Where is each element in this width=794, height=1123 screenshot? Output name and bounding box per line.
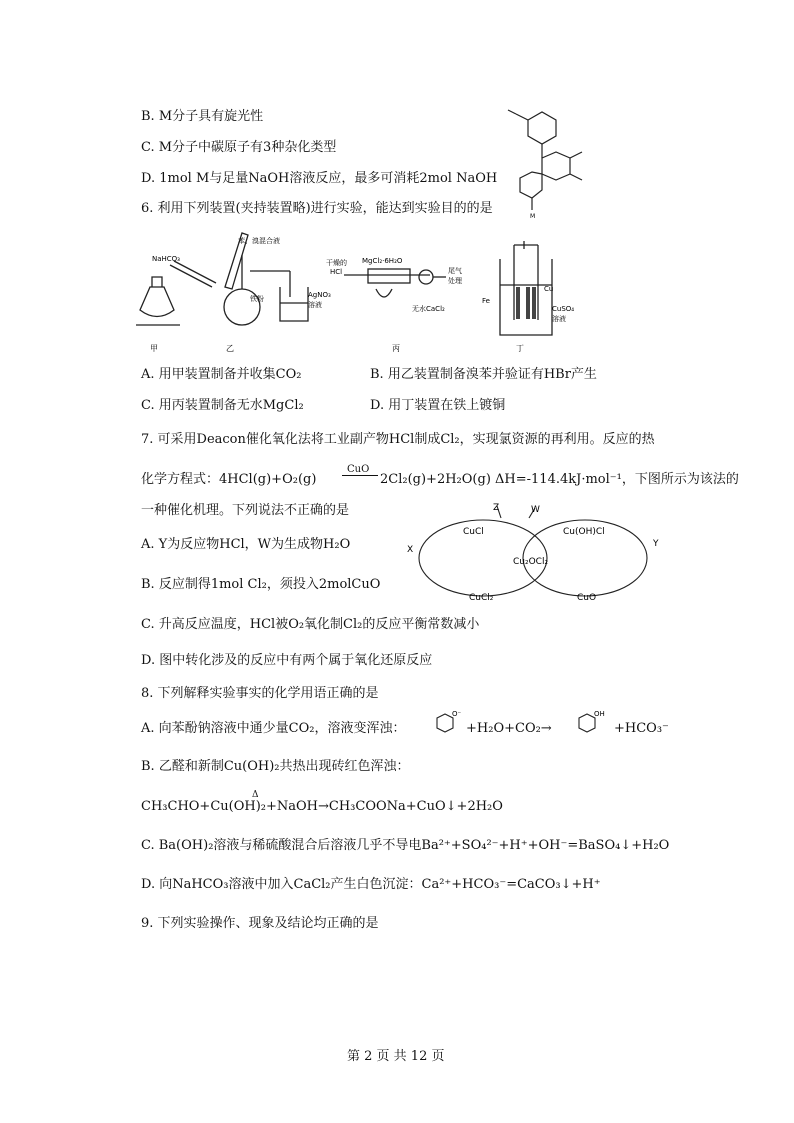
q8-option-b-heat: Δ xyxy=(252,790,259,800)
phenol-structure xyxy=(570,708,608,740)
page-number: 第 2 页 共 12 页 xyxy=(347,1049,445,1064)
svg-text:Y: Y xyxy=(653,539,659,549)
svg-text:CuSO₄: CuSO₄ xyxy=(552,305,575,313)
q6-option-c: C. 用丙装置制备无水MgCl₂ xyxy=(141,398,304,413)
q6-option-a: A. 用甲装置制备并收集CO₂ xyxy=(141,367,302,382)
q7-equation-prefix: 化学方程式：4HCl(g)+O₂(g) xyxy=(141,472,317,487)
q6-option-d: D. 用丁装置在铁上镀铜 xyxy=(370,398,506,413)
q6-apparatus-figure xyxy=(130,225,575,355)
q7-equation-suffix: 2Cl₂(g)+2H₂O(g) ΔH=-114.4kJ·mol⁻¹，下图所示为该法的 xyxy=(380,472,739,487)
label-ding: 丁 xyxy=(516,344,524,353)
q7-option-b: B. 反应制得1mol Cl₂，须投入2molCuO xyxy=(141,577,381,592)
q7-option-a: A. Y为反应物HCl，W为生成物H₂O xyxy=(141,537,351,552)
svg-text:O⁻: O⁻ xyxy=(452,710,462,718)
q7-catalytic-cycle xyxy=(405,500,670,605)
q7-stem-line3: 一种催化机理。下列说法不正确的是 xyxy=(141,503,350,518)
q8-option-d: D. 向NaHCO₃溶液中加入CaCl₂产生白色沉淀：Ca²⁺+HCO₃⁻=CaCO₃↓+H⁺ xyxy=(141,877,601,892)
label-jia: 甲 xyxy=(150,344,158,353)
q5-option-d: D. 1mol M与足量NaOH溶液反应，最多可消耗2mol NaOH xyxy=(141,171,498,186)
svg-text:AgNO₃: AgNO₃ xyxy=(308,291,331,299)
q8-stem: 8. 下列解释实验事实的化学用语正确的是 xyxy=(141,686,379,701)
svg-text:干燥的: 干燥的 xyxy=(326,259,347,267)
svg-text:CuCl: CuCl xyxy=(463,527,484,537)
q7-option-c: C. 升高反应温度，HCl被O₂氧化制Cl₂的反应平衡常数减小 xyxy=(141,617,480,632)
q8-option-b-text: B. 乙醛和新制Cu(OH)₂共热出现砖红色浑浊： xyxy=(141,759,410,774)
q7-catalyst: CuO xyxy=(347,464,370,475)
svg-text:CuCl₂: CuCl₂ xyxy=(469,593,494,603)
molecule-label: M xyxy=(530,213,536,220)
q9-stem: 9. 下列实验操作、现象及结论均正确的是 xyxy=(141,916,379,931)
svg-text:NaHCO₃: NaHCO₃ xyxy=(152,255,180,263)
q6-option-b: B. 用乙装置制备溴苯并验证有HBr产生 xyxy=(370,367,597,382)
q5-option-b: B. M分子具有旋光性 xyxy=(141,109,264,124)
q7-stem-line1: 7. 可采用Deacon催化氧化法将工业副产物HCl制成Cl₂，实现氯资源的再利用。反应的热 xyxy=(141,432,655,447)
molecule-m-structure xyxy=(500,110,610,222)
svg-text:Fe: Fe xyxy=(482,297,490,305)
svg-text:X: X xyxy=(407,545,414,555)
svg-text:MgCl₂·6H₂O: MgCl₂·6H₂O xyxy=(362,257,403,265)
svg-text:无水CaCl₂: 无水CaCl₂ xyxy=(412,305,445,313)
q7-option-d: D. 图中转化涉及的反应中有两个属于氧化还原反应 xyxy=(141,653,433,668)
svg-text:OH: OH xyxy=(594,710,605,718)
svg-text:尾气: 尾气 xyxy=(448,267,462,275)
svg-text:铁粉: 铁粉 xyxy=(250,295,264,303)
svg-text:W: W xyxy=(531,505,540,515)
q8-option-c: C. Ba(OH)₂溶液与稀硫酸混合后溶液几乎不导电Ba²⁺+SO₄²⁻+H⁺+OH⁻=BaSO₄↓+H₂O xyxy=(141,838,670,853)
q6-stem: 6. 利用下列装置(夹持装置略)进行实验，能达到实验目的的是 xyxy=(141,201,493,216)
svg-text:CuO: CuO xyxy=(577,593,597,603)
q8-option-b-equation: CH₃CHO+Cu(OH)₂+NaOH→CH₃COONa+CuO↓+2H₂O xyxy=(141,799,503,814)
phenoxide-structure xyxy=(428,710,462,740)
label-bing: 丙 xyxy=(392,344,400,353)
q7-equals-bar xyxy=(342,475,378,476)
svg-text:Z: Z xyxy=(493,503,500,513)
svg-text:Cu(OH)Cl: Cu(OH)Cl xyxy=(563,527,605,537)
q8-option-a-mid: +H₂O+CO₂→ xyxy=(466,721,552,736)
q5-option-c: C. M分子中碳原子有3种杂化类型 xyxy=(141,140,337,155)
q8-option-a-text: A. 向苯酚钠溶液中通少量CO₂，溶液变浑浊： xyxy=(141,721,406,736)
svg-text:溶液: 溶液 xyxy=(552,315,566,323)
svg-text:苯、溴混合液: 苯、溴混合液 xyxy=(238,237,280,245)
svg-text:Cu₂OCl₂: Cu₂OCl₂ xyxy=(513,557,549,567)
svg-text:HCl: HCl xyxy=(330,268,343,276)
svg-text:溶液: 溶液 xyxy=(308,301,322,309)
label-yi: 乙 xyxy=(226,344,234,353)
svg-text:Cu: Cu xyxy=(544,285,554,293)
svg-text:处理: 处理 xyxy=(448,277,462,285)
q8-option-a-end: +HCO₃⁻ xyxy=(614,721,669,736)
